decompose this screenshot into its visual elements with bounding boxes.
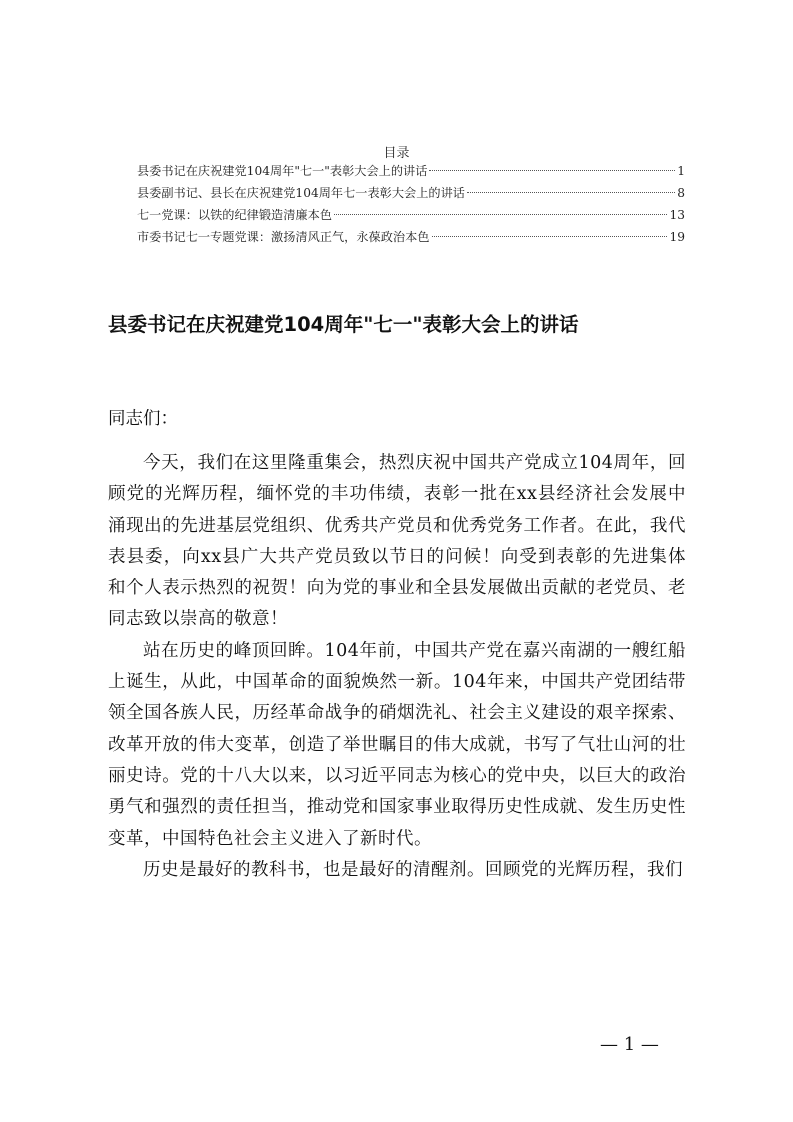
toc-leader-dots: [429, 170, 675, 171]
salutation: 同志们：: [108, 409, 178, 429]
toc-entry-text: 七一党课：以铁的纪律锻造清廉本色: [137, 208, 332, 222]
body-paragraph: 站在历史的峰顶回眸。104年前，中国共产党在嘉兴南湖的一艘红船上诞生，从此，中国革命的面貌焕然一新。104年来，中国共产党团结带领全国各族人民，历经革命战争的硝烟洗礼、社会主义建设的艰辛探索、改革开放的伟大变革，创造了举世瞩目的伟大成就，书写了气壮山河的壮丽史诗。党的十八大以来，以习近平同志为核心的党中央，以巨大的政治勇气和强烈的责任担当，推动党和国家事业取得历史性成就、发生历史性变革，中国特色社会主义进入了新时代。: [108, 640, 686, 849]
body-paragraph: 历史是最好的教科书，也是最好的清醒剂。回顾党的光辉历程，我们: [143, 859, 683, 880]
toc-leader-dots: [334, 214, 667, 215]
toc-entry[interactable]: [137, 228, 685, 250]
toc-leader-dots: [467, 192, 675, 193]
toc-entry-page: 8: [677, 186, 685, 200]
toc-title: 目录: [383, 146, 410, 161]
article-body: [108, 448, 686, 886]
body-paragraph: 今天，我们在这里隆重集会，热烈庆祝中国共产党成立104周年，回顾党的光辉历程，缅怀党的丰功伟绩，表彰一批在xx县经济社会发展中涌现出的先进基层党组织、优秀共产党员和优秀党务工作者。在此，我代表县委，向xx县广大共产党员致以节日的问候！向受到表彰的先进集体和个人表示热烈的祝贺！向为党的事业和全县发展做出贡献的老党员、老同志致以崇高的敬意！: [108, 453, 686, 630]
toc-entry[interactable]: [137, 206, 685, 228]
toc-entry-page: 1: [677, 164, 685, 178]
toc-entry-text: 市委书记七一专题党课：激扬清风正气，永葆政治本色: [137, 230, 430, 244]
toc-entry-page: 13: [669, 208, 685, 222]
page-number: — 1 —: [600, 1034, 659, 1055]
toc-entry-page: 19: [669, 230, 685, 244]
article-title: 县委书记在庆祝建党104周年"七一"表彰大会上的讲话: [108, 313, 579, 336]
toc-entry[interactable]: [137, 162, 685, 184]
table-of-contents: [137, 162, 685, 250]
toc-leader-dots: [432, 236, 668, 237]
toc-entry-text: 县委书记在庆祝建党104周年"七一"表彰大会上的讲话: [137, 164, 428, 178]
toc-entry-text: 县委副书记、县长在庆祝建党104周年七一表彰大会上的讲话: [137, 186, 465, 200]
toc-entry[interactable]: [137, 184, 685, 206]
